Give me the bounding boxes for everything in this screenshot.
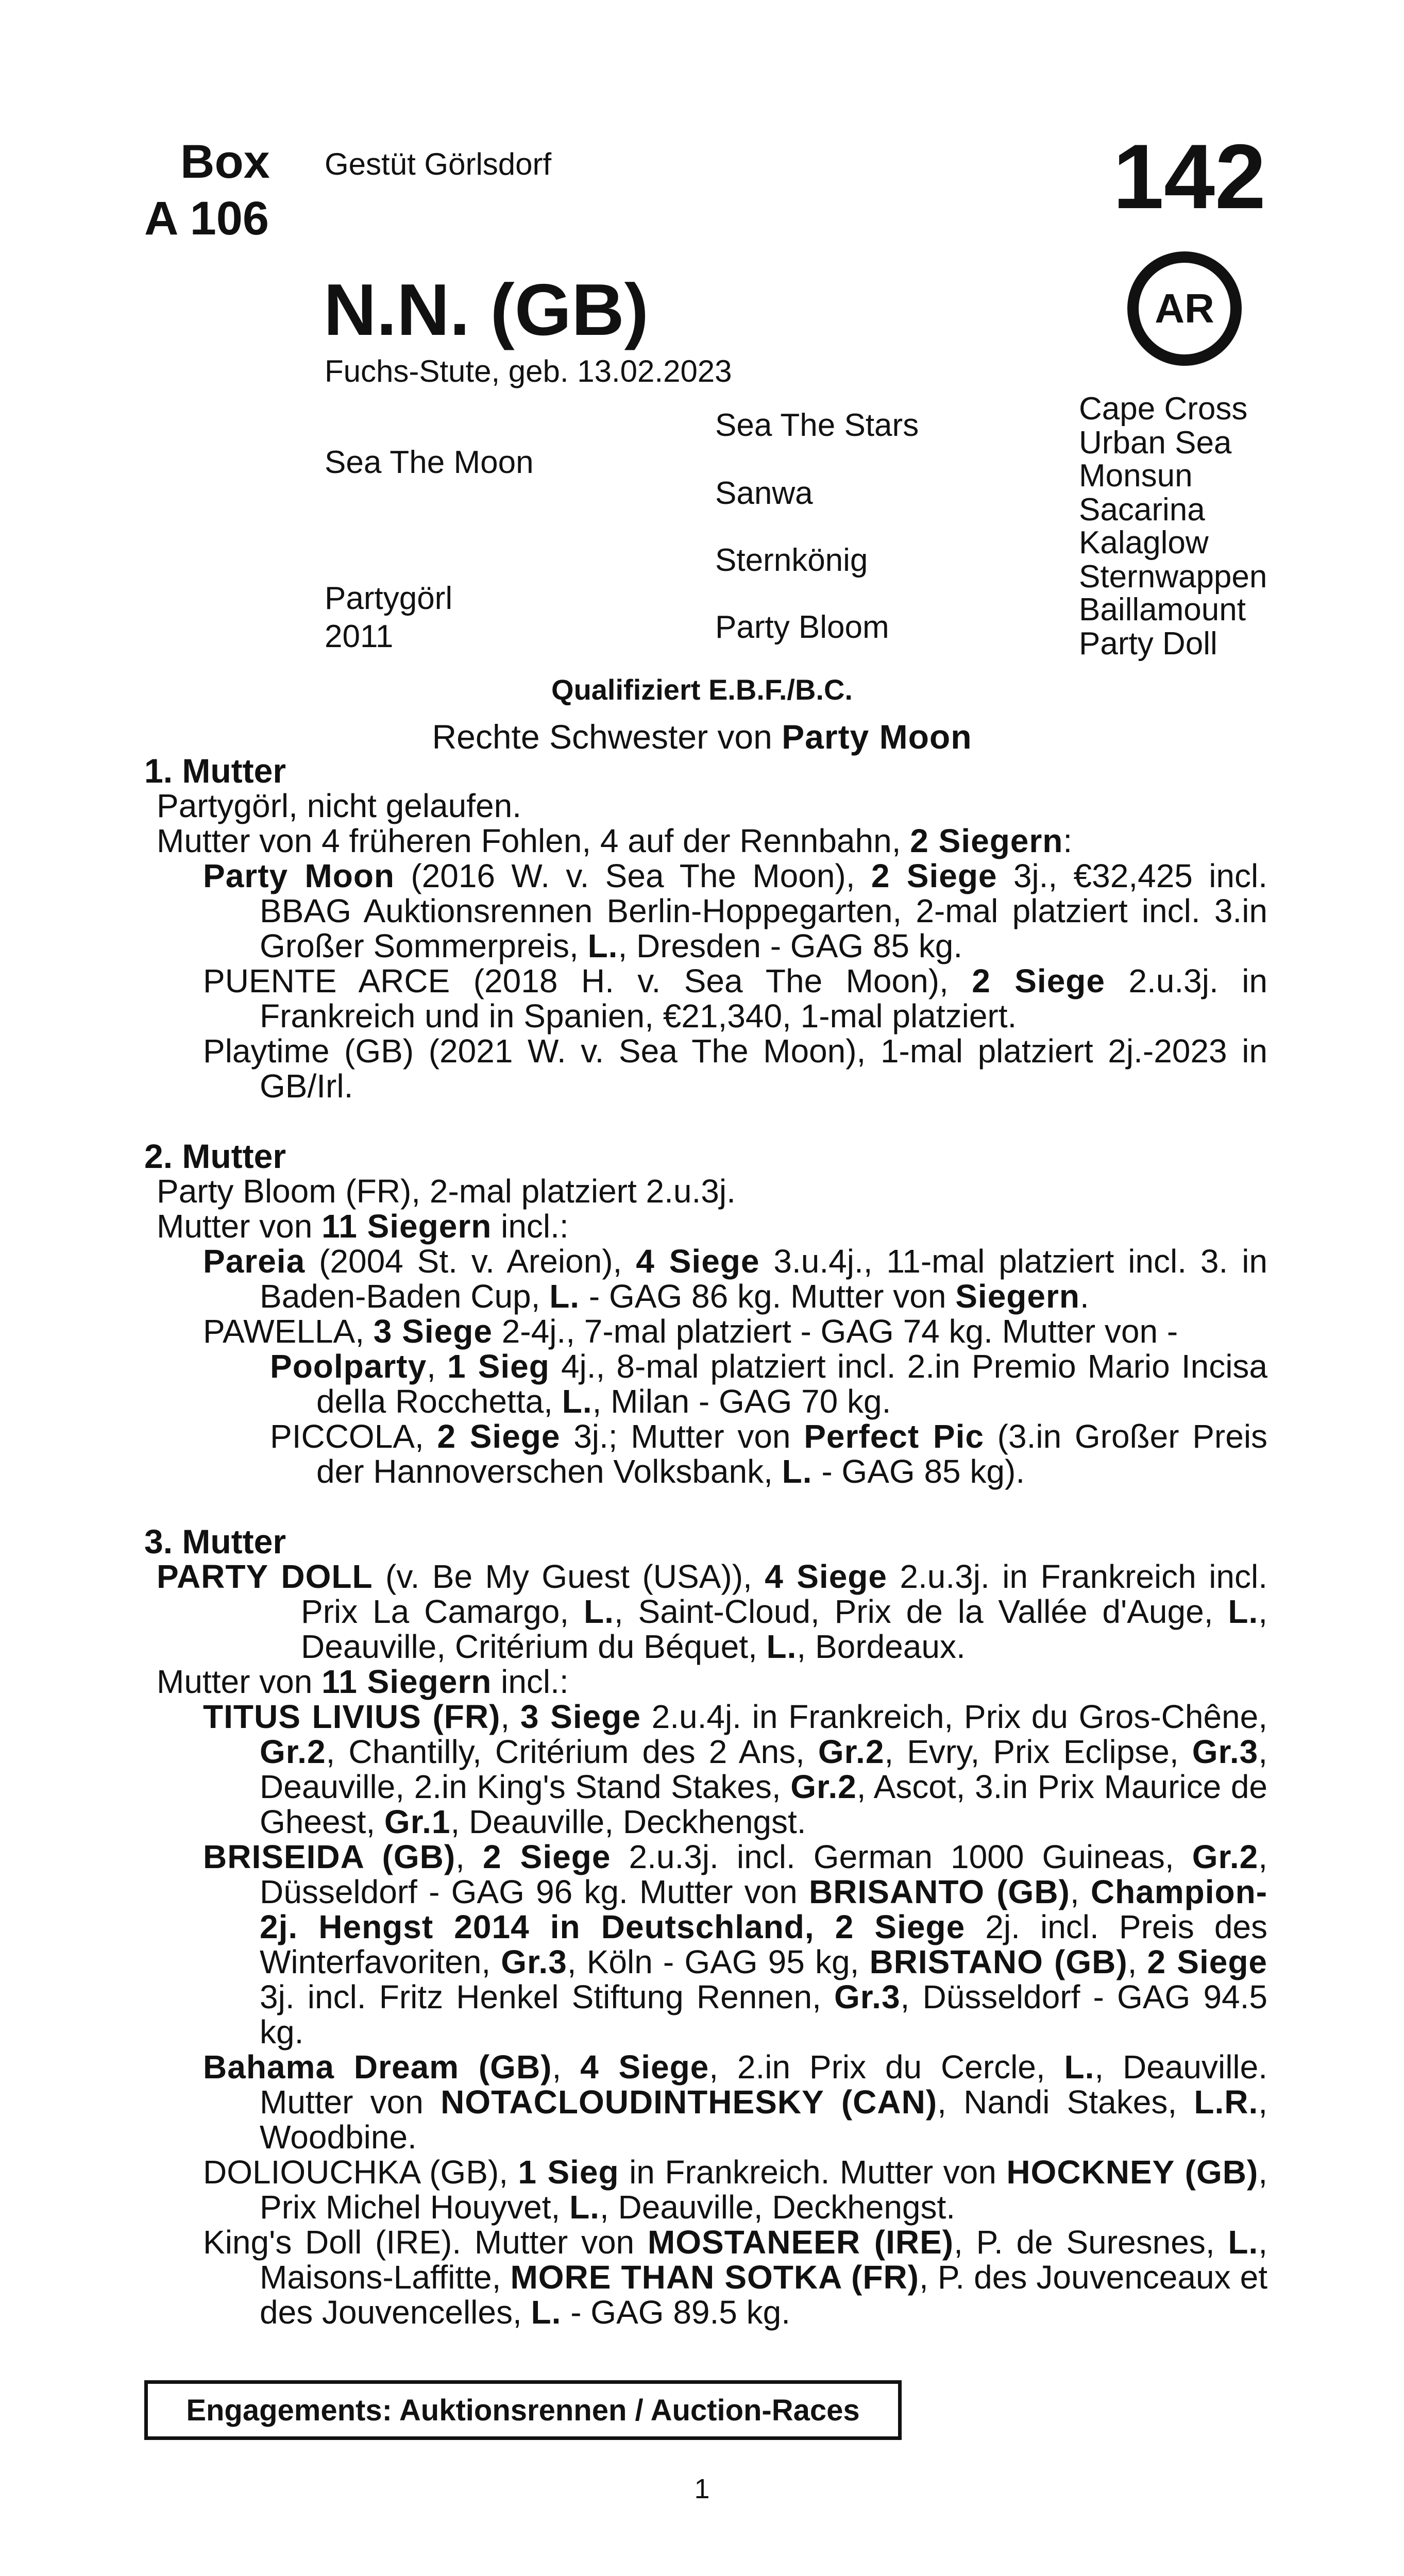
dam-3-line: PARTY DOLL (v. Be My Guest (USA)), 4 Siege 2.u.3j. in Frankreich incl. Prix La Camargo, L., Saint-Cloud, Prix de la Vallée d'Auge, L., Deauville, Critérium du Béquet, L., Bordeaux. bbox=[157, 1558, 1268, 1665]
produce-entry: PAWELLA, 3 Siege 2-4j., 7-mal platziert - GAG 74 kg. Mutter von - bbox=[203, 1313, 1178, 1350]
produce-entry: BRISEIDA (GB), 2 Siege 2.u.3j. incl. German 1000 Guineas, Gr.2, Düsseldorf - GAG 96 kg. Mutter von BRISANTO (GB), Champion-2j. Hengst 2014 in Deutschland, 2 Siege 2j. incl. Preis des Winterfavoriten, Gr.3, Köln - GAG 95 kg, BRISTANO (GB), 2 Siege 3j. incl. Fritz Henkel Stiftung Rennen, Gr.3, Düsseldorf - GAG 94.5 kg. bbox=[203, 1838, 1268, 2050]
dam-1-produce: Mutter von 4 früheren Fohlen, 4 auf der Rennbahn, 2 Siegern: bbox=[157, 822, 1073, 859]
engagements-box bbox=[144, 2380, 902, 2440]
box-number: A 106 bbox=[144, 192, 269, 245]
dam-1-line: Partygörl, nicht gelaufen. bbox=[157, 787, 521, 824]
pedigree-gen3-7: Baillamount bbox=[1079, 592, 1246, 628]
pedigree-gen3-3: Monsun bbox=[1079, 458, 1193, 494]
stud-name: Gestüt Görlsdorf bbox=[325, 147, 552, 181]
produce-entry: TITUS LIVIUS (FR), 3 Siege 2.u.4j. in Frankreich, Prix du Gros-Chêne, Gr.2, Chantilly, Critérium des 2 Ans, Gr.2, Evry, Prix Eclipse, Gr.3, Deauville, 2.in King's Stand Stakes, Gr.2, Ascot, 3.in Prix Maurice de Gheest, Gr.1, Deauville, Deckhengst. bbox=[203, 1698, 1268, 1840]
pedigree-gen3-5: Kalaglow bbox=[1079, 525, 1209, 561]
sister-name: Party Moon bbox=[782, 718, 972, 756]
pedigree-gen3-6: Sternwappen bbox=[1079, 559, 1267, 595]
pedigree-dam-sire: Sternkönig bbox=[715, 543, 868, 578]
pedigree-gen3-2: Urban Sea bbox=[1079, 425, 1232, 461]
dam-3-produce: Mutter von 11 Siegern incl.: bbox=[157, 1663, 569, 1700]
produce-entry: Pareia (2004 St. v. Areion), 4 Siege 3.u.4j., 11-mal platziert incl. 3. in Baden-Baden Cup, L. - GAG 86 kg. Mutter von Siegern. bbox=[203, 1243, 1267, 1315]
produce-entry: DOLIOUCHKA (GB), 1 Sieg in Frankreich. Mutter von HOCKNEY (GB), Prix Michel Houyvet, L., Deauville, Deckhengst. bbox=[203, 2154, 1268, 2226]
produce-entry: Bahama Dream (GB), 4 Siege, 2.in Prix du Cercle, L., Deauville. Mutter von NOTACLOUDINTHESKY (CAN), Nandi Stakes, L.R., Woodbine. bbox=[203, 2048, 1268, 2156]
section-heading-dam-3: 3. Mutter bbox=[144, 1522, 286, 1561]
ar-badge-text: AR bbox=[1155, 285, 1214, 331]
horse-name: N.N. (GB) bbox=[324, 269, 649, 351]
sister-prefix: Rechte Schwester von bbox=[432, 718, 772, 756]
pedigree-gen3-8: Party Doll bbox=[1079, 626, 1217, 662]
produce-entry: King's Doll (IRE). Mutter von MOSTANEER (IRE), P. de Suresnes, L., Maisons-Laffitte, MORE THAN SOTKA (FR), P. des Jouvenceaux et des Jouvencelles, L. - GAG 89.5 kg. bbox=[203, 2224, 1268, 2331]
pedigree-dam-dam: Party Bloom bbox=[715, 609, 889, 645]
lot-number: 142 bbox=[1113, 125, 1266, 228]
qualification: Qualifiziert E.B.F./B.C. bbox=[551, 673, 853, 706]
pedigree-gen3-4: Sacarina bbox=[1079, 492, 1205, 528]
page-number: 1 bbox=[694, 2473, 710, 2504]
dam-2-line: Party Bloom (FR), 2-mal platziert 2.u.3j. bbox=[157, 1173, 736, 1210]
pedigree-gen3-1: Cape Cross bbox=[1079, 391, 1248, 427]
produce-entry: Party Moon (2016 W. v. Sea The Moon), 2 Siege 3j., €32,425 incl. BBAG Auktionsrennen Berlin-Hoppegarten, 2-mal platziert incl. 3.in Großer Sommerpreis, L., Dresden - GAG 85 kg. bbox=[203, 857, 1268, 964]
box-label: Box bbox=[180, 135, 270, 188]
section-heading-dam-1: 1. Mutter bbox=[144, 752, 286, 790]
section-heading-dam-2: 2. Mutter bbox=[144, 1137, 286, 1175]
produce-entry: PICCOLA, 2 Siege 3j.; Mutter von Perfect Pic (3.in Großer Preis der Hannoverschen Volksbank, L. - GAG 85 kg). bbox=[270, 1418, 1268, 1490]
produce-entry: PUENTE ARCE (2018 H. v. Sea The Moon), 2 Siege 2.u.3j. in Frankreich und in Spanien, €21,340, 1-mal platziert. bbox=[203, 962, 1268, 1035]
sister-line bbox=[0, 717, 1404, 756]
pedigree-sire: Sea The Moon bbox=[325, 445, 534, 480]
pedigree-sire-sire: Sea The Stars bbox=[715, 408, 919, 443]
pedigree-dam-year: 2011 bbox=[325, 619, 394, 654]
ar-badge-icon bbox=[1127, 251, 1242, 366]
produce-entry: Poolparty, 1 Sieg 4j., 8-mal platziert incl. 2.in Premio Mario Incisa della Rocchetta, L., Milan - GAG 70 kg. bbox=[270, 1348, 1268, 1420]
produce-entry: Playtime (GB) (2021 W. v. Sea The Moon), 1-mal platziert 2j.-2023 in GB/Irl. bbox=[203, 1032, 1267, 1105]
catalogue-body bbox=[144, 753, 1267, 2330]
pedigree-sire-dam: Sanwa bbox=[715, 476, 813, 511]
engagements-text: Engagements: Auktionsrennen / Auction-Races bbox=[186, 2393, 860, 2427]
pedigree-dam: Partygörl bbox=[325, 581, 453, 616]
horse-description: Fuchs-Stute, geb. 13.02.2023 bbox=[325, 354, 732, 388]
dam-2-produce: Mutter von 11 Siegern incl.: bbox=[157, 1208, 569, 1245]
